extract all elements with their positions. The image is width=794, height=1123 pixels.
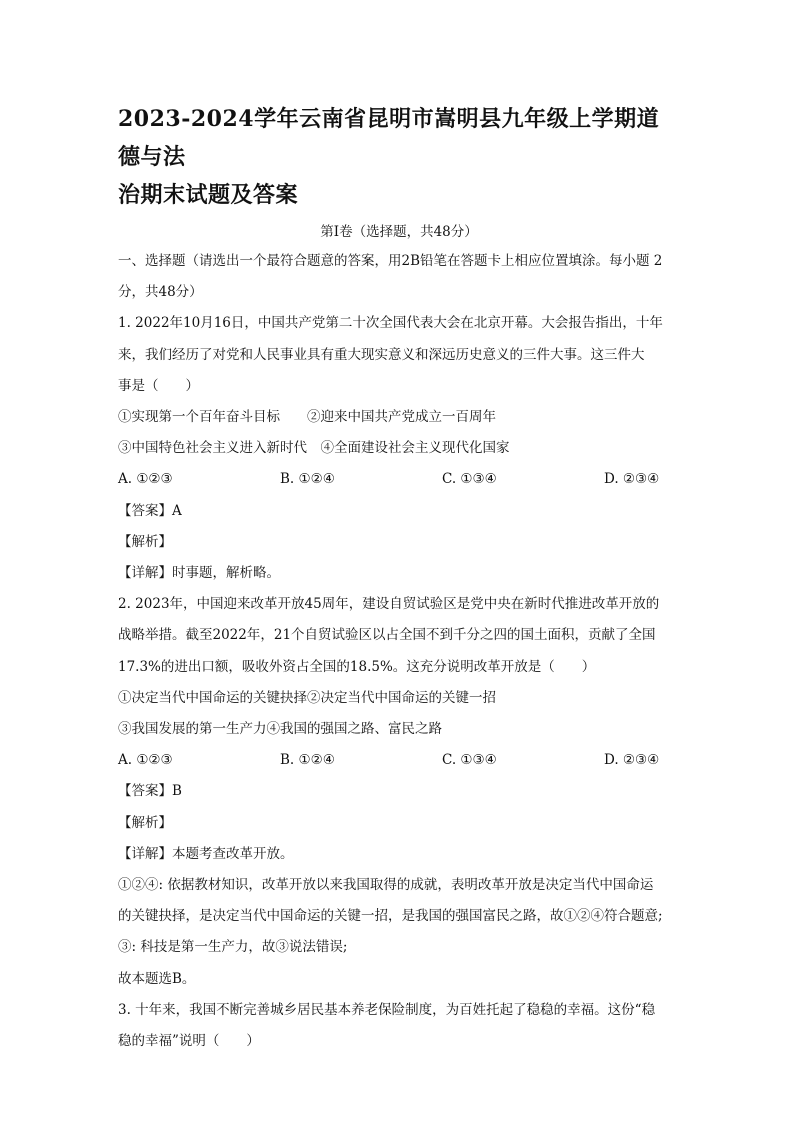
question-1-stem-line-2: 来，我们经历了对党和人民事业具有重大现实意义和深远历史意义的三件大事。这三件大 (118, 346, 645, 363)
section-title: 第Ⅰ卷（选择题，共48分） (320, 224, 478, 240)
instructions-line-2: 分，共48分） (118, 284, 203, 301)
question-2-detail: 【详解】本题考查改革开放。 (118, 845, 294, 862)
document-title (118, 100, 680, 214)
question-1-stem-line-1: 1. 2022年10月16日，中国共产党第二十次全国代表大会在北京开幕。大会报告指出，十年 (118, 315, 663, 332)
question-2-items-line-2: ③我国发展的第一生产力④我国的强国之路、富民之路 (118, 721, 442, 738)
question-1-options (118, 464, 680, 495)
question-2-answer: 【答案】B (118, 783, 182, 800)
question-2-options (118, 745, 680, 776)
question-2-option-d: D. ②③④ (604, 752, 660, 769)
question-1-option-a: A. ①②③ (118, 471, 173, 488)
question-3-stem-line-1: 3. 十年来，我国不断完善城乡居民基本养老保险制度，为百姓托起了稳稳的幸福。这份“稳 (118, 1001, 656, 1018)
question-2-stem-line-1: 2. 2023年，中国迎来改革开放45周年，建设自贸试验区是党中央在新时代推进改革开放的 (118, 596, 660, 613)
question-2-option-a: A. ①②③ (118, 752, 173, 769)
question-2-explain-line-3: ③: 科技是第一生产力，故③说法错误; (118, 939, 348, 956)
question-2-analysis: 【解析】 (118, 814, 172, 831)
question-1-items-line-1: ①实现第一个百年奋斗目标 ②迎来中国共产党成立一百周年 (118, 409, 496, 426)
question-2-items-line-1: ①决定当代中国命运的关键抉择②决定当代中国命运的关键一招 (118, 689, 496, 706)
question-1-option-d: D. ②③④ (604, 471, 660, 488)
question-1-option-c: C. ①③④ (442, 471, 497, 488)
question-1-analysis: 【解析】 (118, 533, 172, 550)
question-1-option-b: B. ①②④ (280, 471, 335, 488)
question-3-stem-line-2: 稳的幸福”说明（ ） (118, 1033, 260, 1050)
question-1-stem-line-3: 事是（ ） (118, 377, 199, 394)
question-2-stem-line-2: 战略举措。截至2022年，21个自贸试验区以占全国不到千分之四的国土面积，贡献了全国 (118, 627, 656, 644)
question-2-option-b: B. ①②④ (280, 752, 335, 769)
question-2-explain-line-4: 故本题选B。 (118, 970, 196, 987)
question-1-answer: 【答案】A (118, 502, 182, 519)
question-1-detail: 【详解】时事题，解析略。 (118, 565, 280, 582)
question-2-explain-line-1: ①②④: 依据教材知识，改革开放以来我国取得的成就，表明改革开放是决定当代中国命运 (118, 877, 654, 894)
question-2-option-c: C. ①③④ (442, 752, 497, 769)
title-line-2: 治期末试题及答案 (118, 182, 299, 208)
exam-page (118, 100, 680, 1057)
question-3 (118, 995, 680, 1057)
question-2-stem-line-3: 17.3%的进出口额，吸收外资占全国的18.5%。这充分说明改革开放是（ ） (118, 658, 596, 675)
question-2 (118, 589, 680, 995)
question-2-explain-line-2: 的关键抉择，是决定当代中国命运的关键一招，是我国的强国富民之路，故①②④符合题意; (118, 908, 663, 925)
title-line-1: 2023-2024学年云南省昆明市嵩明县九年级上学期道德与法 (118, 106, 660, 170)
instructions-line-1: 一、选择题（请选出一个最符合题意的答案，用2B铅笔在答题卡上相应位置填涂。每小题 2 (118, 253, 663, 269)
question-1-items-line-2: ③中国特色社会主义进入新时代 ④全面建设社会主义现代化国家 (118, 440, 510, 457)
question-1 (118, 308, 680, 589)
